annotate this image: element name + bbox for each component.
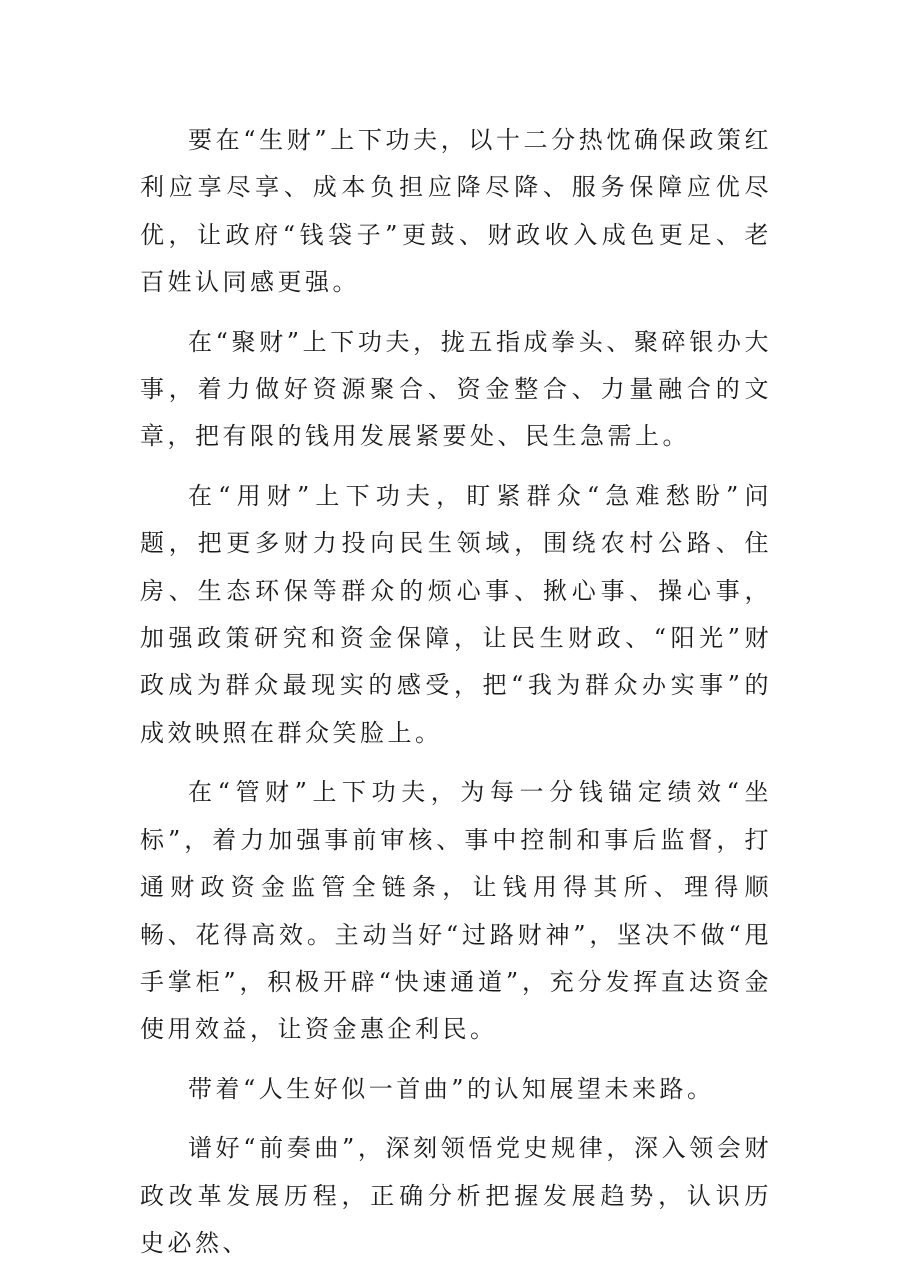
document-body xyxy=(140,117,772,1279)
paragraph-jucai: 在“聚财”上下功夫，拢五指成拳头、聚碎银办大事，着力做好资源聚合、资金整合、力量融合的文章，把有限的钱用发展紧要处、民生急需上。 xyxy=(140,327,772,451)
paragraph-prelude: 谱好“前奏曲”，深刻领悟党史规律，深入领会财政改革发展历程，正确分析把握发展趋势，认识历史必然、 xyxy=(140,1134,772,1257)
paragraph-shengcai: 要在“生财”上下功夫，以十二分热忱确保政策红利应享尽享、成本负担应降尽降、服务保障应优尽优，让政府“钱袋子”更鼓、财政收入成色更足、老百姓认同感更强。 xyxy=(140,126,772,297)
paragraph-yongcai: 在“用财”上下功夫，盯紧群众“急难愁盼”问题，把更多财力投向民生领域，围绕农村公路、住房、生态环保等群众的烦心事、揪心事、操心事，加强政策研究和资金保障，让民生财政、“阳光”财政成为群众最现实的感受，把“我为群众办实事”的成效映照在群众笑脸上。 xyxy=(140,481,772,747)
paragraph-guancai: 在“管财”上下功夫，为每一分钱锚定绩效“坐标”，着力加强事前审核、事中控制和事后监督，打通财政资金监管全链条，让钱用得其所、理得顺畅、花得高效。主动当好“过路财神”，坚决不做“甩手掌柜”，积极开辟“快速通道”，充分发挥直达资金使用效益，让资金惠企利民。 xyxy=(140,778,772,1044)
paragraph-outlook: 带着“人生好似一首曲”的认知展望未来路。 xyxy=(188,1074,715,1103)
